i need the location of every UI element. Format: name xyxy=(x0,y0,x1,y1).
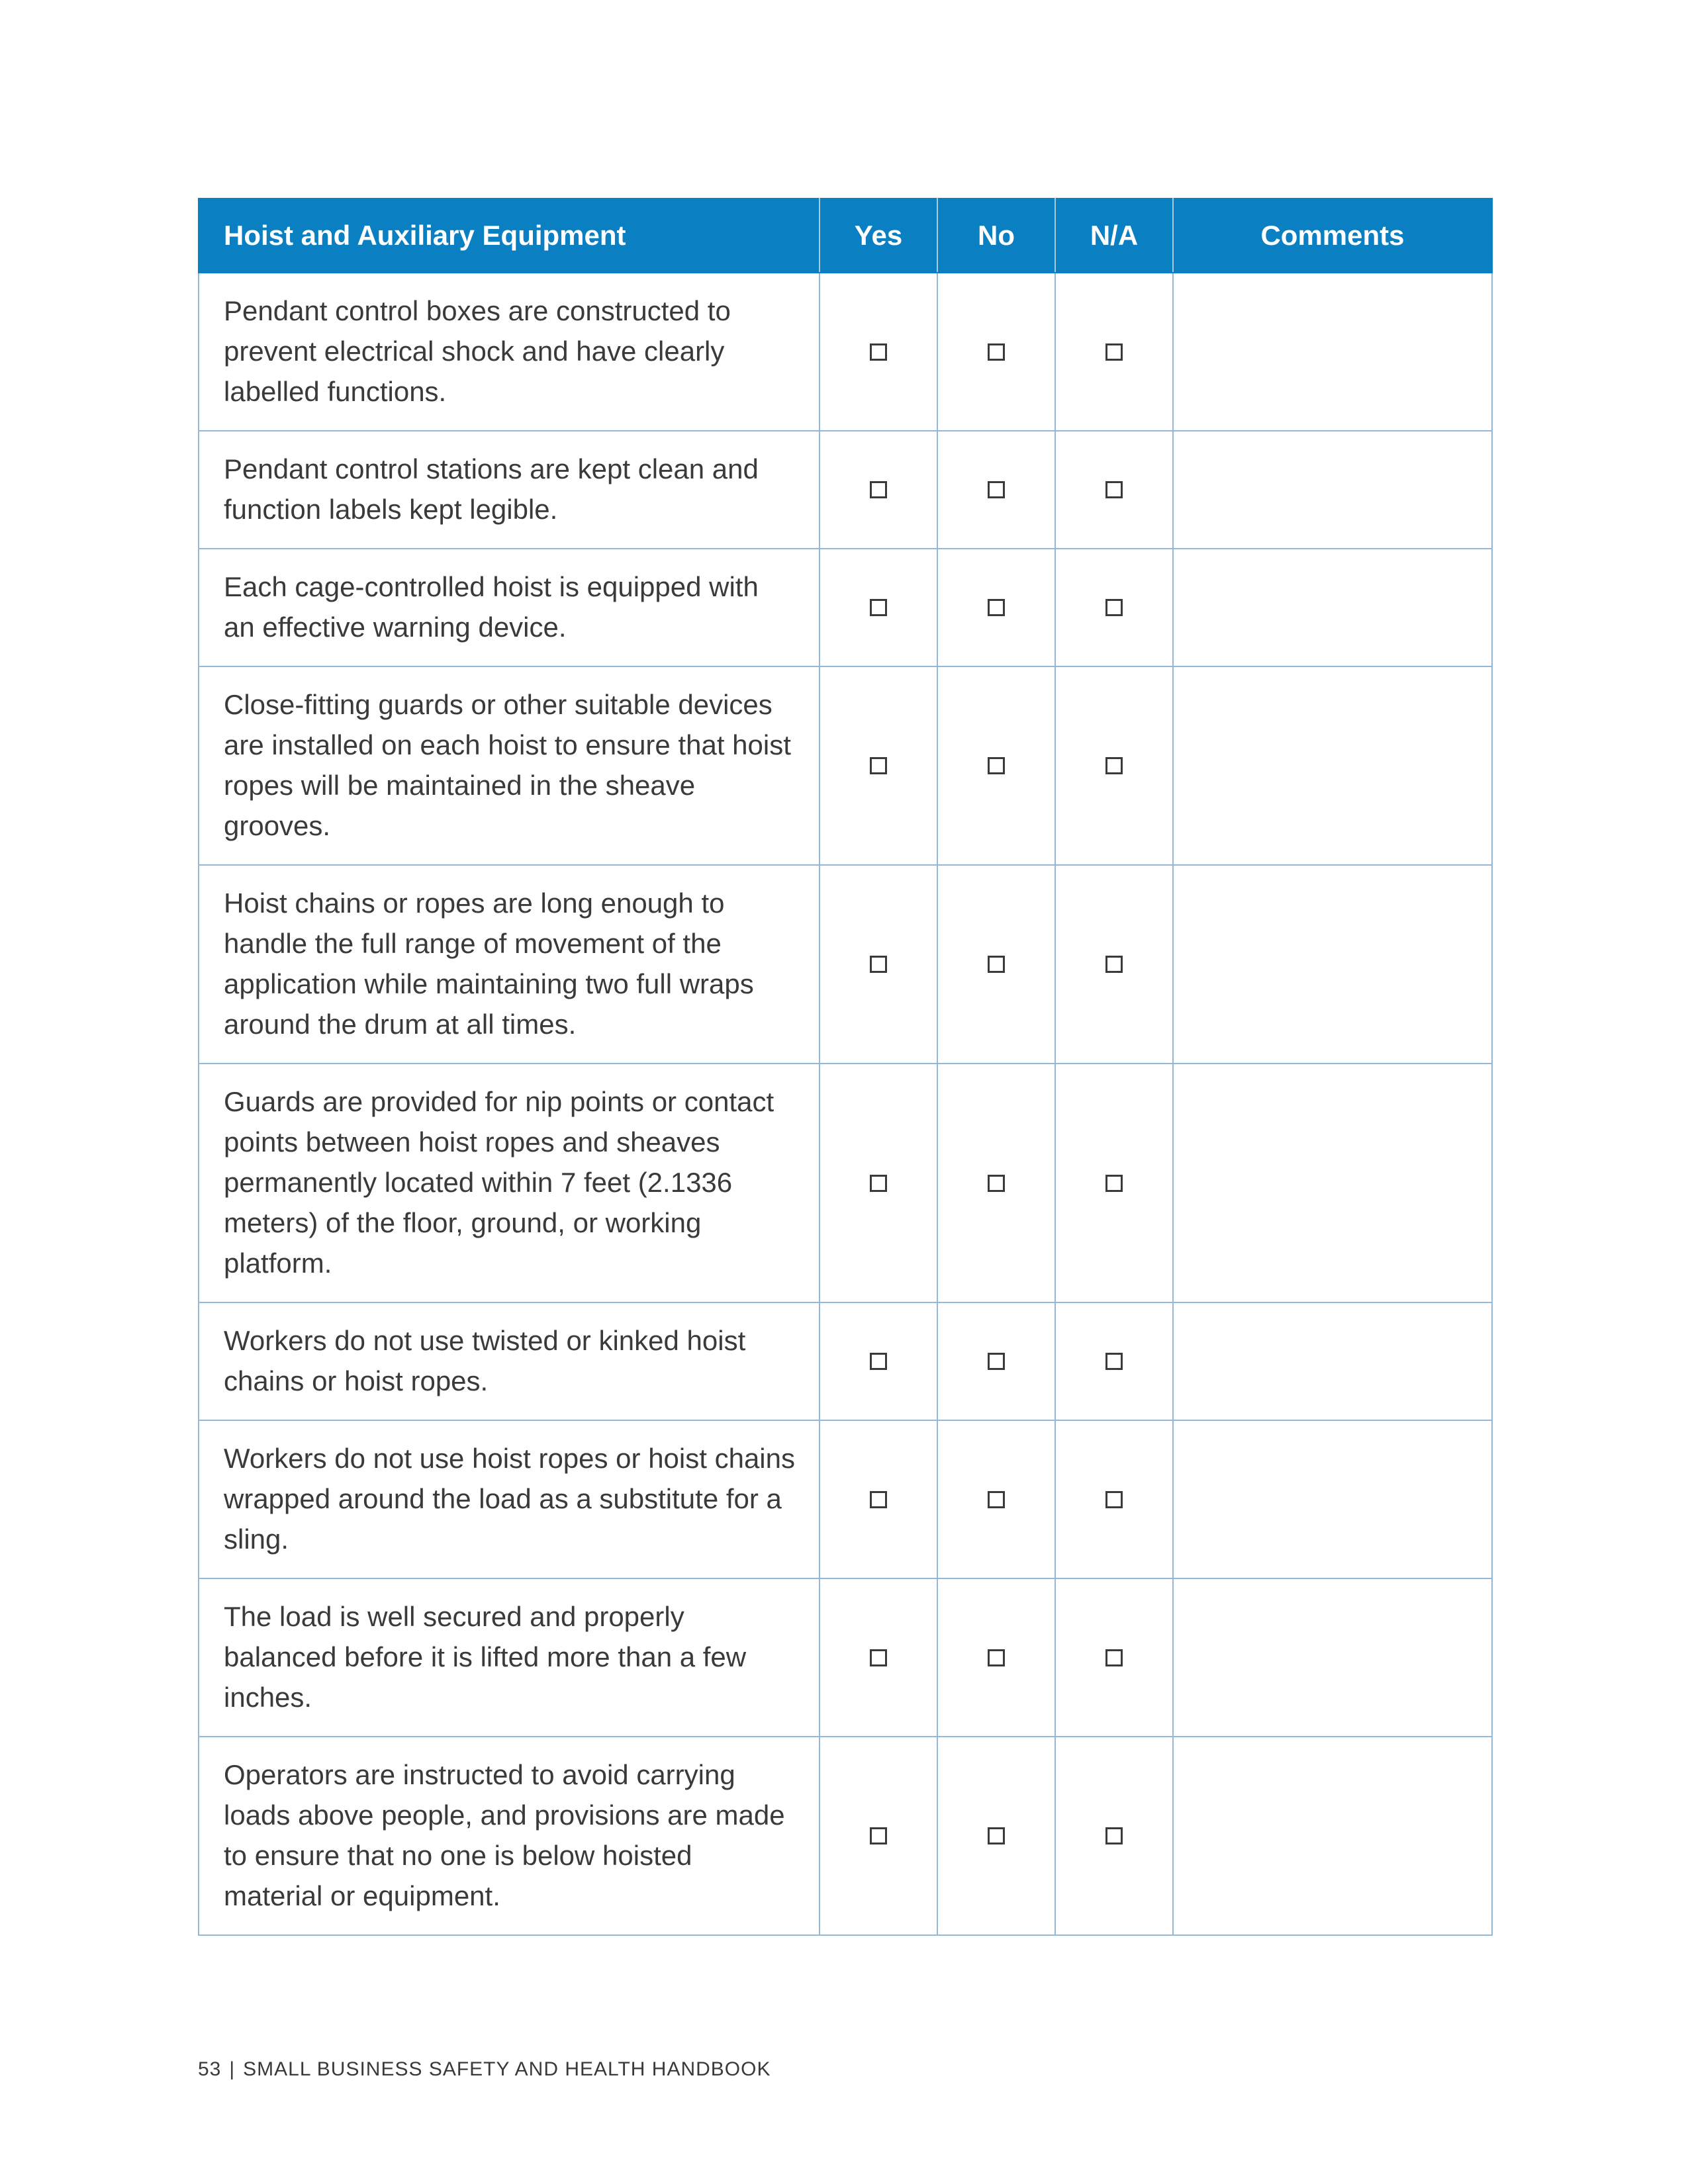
yes-checkbox[interactable] xyxy=(870,343,887,361)
yes-cell xyxy=(820,1420,937,1578)
header-no: No xyxy=(937,199,1055,273)
na-checkbox[interactable] xyxy=(1105,481,1123,498)
comments-cell[interactable] xyxy=(1173,431,1492,549)
na-cell xyxy=(1055,1737,1173,1935)
yes-cell xyxy=(820,1578,937,1737)
no-cell xyxy=(937,431,1055,549)
no-cell xyxy=(937,666,1055,865)
comments-cell[interactable] xyxy=(1173,549,1492,666)
na-cell xyxy=(1055,865,1173,1064)
no-cell xyxy=(937,1737,1055,1935)
yes-checkbox[interactable] xyxy=(870,1491,887,1508)
footer-separator: | xyxy=(229,2058,236,2080)
na-checkbox[interactable] xyxy=(1105,1649,1123,1666)
checklist-item-text: Hoist chains or ropes are long enough to handle the full range of movement of the application while maintaining two full wraps around the drum at all times. xyxy=(199,865,820,1064)
footer-title: SMALL BUSINESS SAFETY AND HEALTH HANDBOOK xyxy=(243,2058,771,2080)
yes-checkbox[interactable] xyxy=(870,956,887,973)
table-row xyxy=(199,1578,1492,1737)
yes-cell xyxy=(820,1064,937,1302)
no-checkbox[interactable] xyxy=(988,1175,1005,1192)
yes-checkbox[interactable] xyxy=(870,1649,887,1666)
no-checkbox[interactable] xyxy=(988,1491,1005,1508)
table-row xyxy=(199,549,1492,666)
table-row xyxy=(199,666,1492,865)
yes-checkbox[interactable] xyxy=(870,1175,887,1192)
na-checkbox[interactable] xyxy=(1105,757,1123,774)
checklist-item-text: The load is well secured and properly balanced before it is lifted more than a few inches. xyxy=(199,1578,820,1737)
checklist-item-text: Operators are instructed to avoid carrying loads above people, and provisions are made to ensure that no one is below hoisted material or equipment. xyxy=(199,1737,820,1935)
table-header-row xyxy=(199,199,1492,273)
header-item: Hoist and Auxiliary Equipment xyxy=(199,199,820,273)
table-body xyxy=(199,273,1492,1935)
comments-cell[interactable] xyxy=(1173,1064,1492,1302)
na-checkbox[interactable] xyxy=(1105,343,1123,361)
checklist-item-text: Pendant control boxes are constructed to prevent electrical shock and have clearly labelled functions. xyxy=(199,273,820,431)
no-cell xyxy=(937,273,1055,431)
comments-cell[interactable] xyxy=(1173,1302,1492,1420)
no-cell xyxy=(937,1420,1055,1578)
header-na: N/A xyxy=(1055,199,1173,273)
comments-cell[interactable] xyxy=(1173,865,1492,1064)
no-checkbox[interactable] xyxy=(988,599,1005,616)
yes-cell xyxy=(820,273,937,431)
na-cell xyxy=(1055,1302,1173,1420)
yes-cell xyxy=(820,431,937,549)
na-cell xyxy=(1055,273,1173,431)
header-yes: Yes xyxy=(820,199,937,273)
hoist-checklist-table xyxy=(198,198,1493,1936)
comments-cell[interactable] xyxy=(1173,1420,1492,1578)
comments-cell[interactable] xyxy=(1173,666,1492,865)
header-comments: Comments xyxy=(1173,199,1492,273)
yes-checkbox[interactable] xyxy=(870,1353,887,1370)
na-cell xyxy=(1055,1064,1173,1302)
yes-cell xyxy=(820,1302,937,1420)
table-row xyxy=(199,1064,1492,1302)
page-number: 53 xyxy=(198,2058,222,2080)
no-cell xyxy=(937,865,1055,1064)
yes-cell xyxy=(820,549,937,666)
na-checkbox[interactable] xyxy=(1105,1353,1123,1370)
yes-checkbox[interactable] xyxy=(870,757,887,774)
no-checkbox[interactable] xyxy=(988,757,1005,774)
na-checkbox[interactable] xyxy=(1105,1491,1123,1508)
no-checkbox[interactable] xyxy=(988,343,1005,361)
no-cell xyxy=(937,549,1055,666)
checklist-item-text: Guards are provided for nip points or contact points between hoist ropes and sheaves permanently located within 7 feet (2.1336 meters) of the floor, ground, or working platform. xyxy=(199,1064,820,1302)
yes-cell xyxy=(820,666,937,865)
na-checkbox[interactable] xyxy=(1105,1827,1123,1844)
yes-checkbox[interactable] xyxy=(870,599,887,616)
na-checkbox[interactable] xyxy=(1105,956,1123,973)
table-row xyxy=(199,1302,1492,1420)
na-checkbox[interactable] xyxy=(1105,599,1123,616)
na-cell xyxy=(1055,666,1173,865)
no-cell xyxy=(937,1578,1055,1737)
yes-checkbox[interactable] xyxy=(870,481,887,498)
comments-cell[interactable] xyxy=(1173,1737,1492,1935)
na-cell xyxy=(1055,1420,1173,1578)
comments-cell[interactable] xyxy=(1173,273,1492,431)
na-cell xyxy=(1055,1578,1173,1737)
na-cell xyxy=(1055,549,1173,666)
checklist-item-text: Pendant control stations are kept clean and function labels kept legible. xyxy=(199,431,820,549)
no-checkbox[interactable] xyxy=(988,1353,1005,1370)
no-checkbox[interactable] xyxy=(988,956,1005,973)
table-row xyxy=(199,865,1492,1064)
table-row xyxy=(199,273,1492,431)
na-cell xyxy=(1055,431,1173,549)
checklist-item-text: Workers do not use twisted or kinked hoist chains or hoist ropes. xyxy=(199,1302,820,1420)
page-footer xyxy=(198,2058,771,2081)
no-checkbox[interactable] xyxy=(988,1649,1005,1666)
table-row xyxy=(199,1420,1492,1578)
yes-checkbox[interactable] xyxy=(870,1827,887,1844)
no-checkbox[interactable] xyxy=(988,1827,1005,1844)
no-cell xyxy=(937,1064,1055,1302)
no-checkbox[interactable] xyxy=(988,481,1005,498)
comments-cell[interactable] xyxy=(1173,1578,1492,1737)
checklist-item-text: Each cage-controlled hoist is equipped with an effective warning device. xyxy=(199,549,820,666)
na-checkbox[interactable] xyxy=(1105,1175,1123,1192)
table-row xyxy=(199,431,1492,549)
table-row xyxy=(199,1737,1492,1935)
checklist-item-text: Close-fitting guards or other suitable devices are installed on each hoist to ensure that hoist ropes will be maintained in the sheave grooves. xyxy=(199,666,820,865)
no-cell xyxy=(937,1302,1055,1420)
yes-cell xyxy=(820,865,937,1064)
checklist-item-text: Workers do not use hoist ropes or hoist chains wrapped around the load as a substitute for a sling. xyxy=(199,1420,820,1578)
yes-cell xyxy=(820,1737,937,1935)
